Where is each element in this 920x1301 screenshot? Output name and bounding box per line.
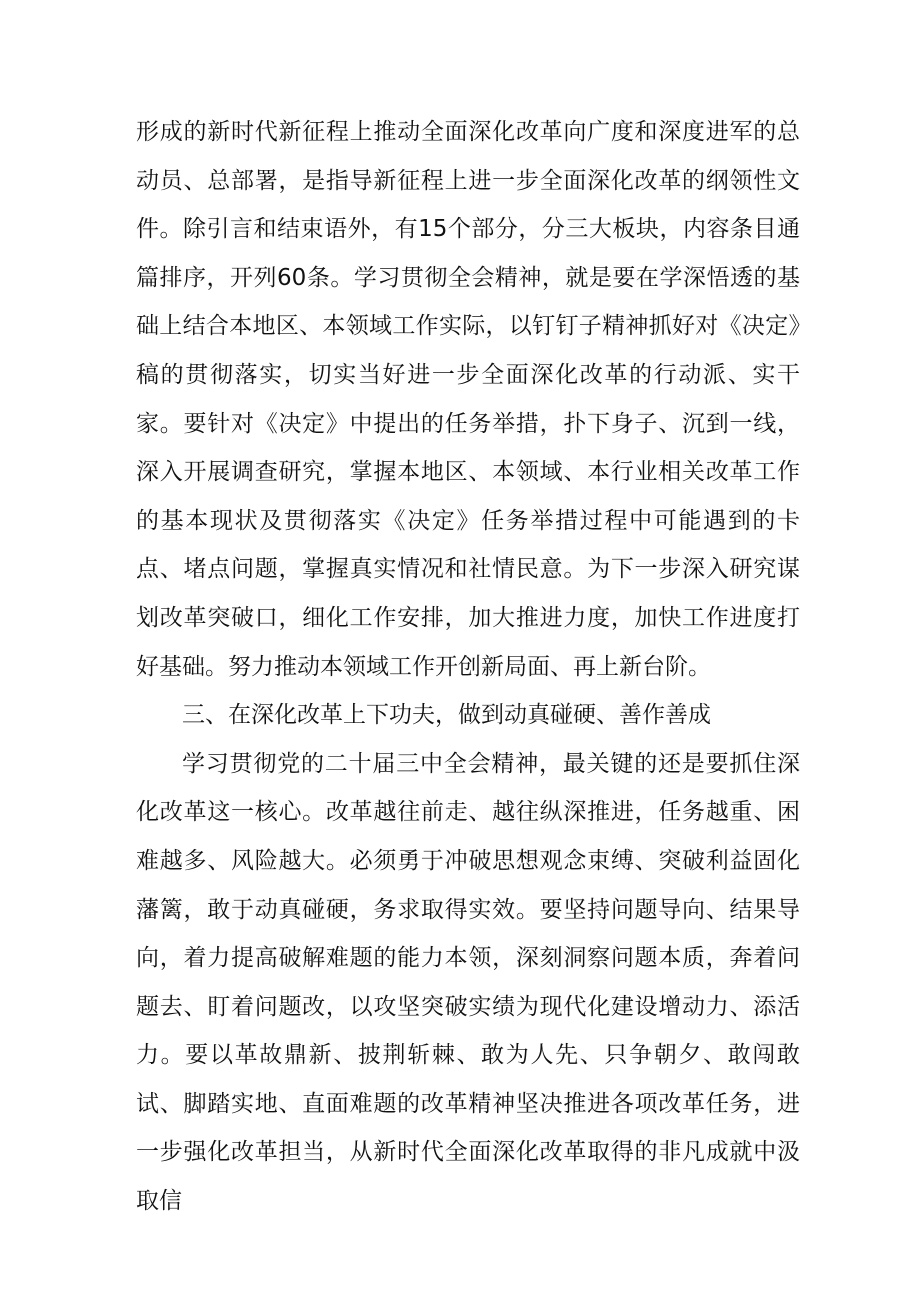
document-page (136, 108, 800, 1226)
body-paragraph-continuation: 形成的新时代新征程上推动全面深化改革向广度和深度进军的总动员、总部署，是指导新征程上进一步全面深化改革的纲领性文件。除引言和结束语外，有15个部分，分三大板块，内容条目通篇排序，开列60条。学习贯彻全会精神，就是要在学深悟透的基础上结合本地区、本领域工作实际，以钉钉子精神抓好对《决定》稿的贯彻落实，切实当好进一步全面深化改革的行动派、实干家。要针对《决定》中提出的任务举措，扑下身子、沉到一线，深入开展调查研究，掌握本地区、本领域、本行业相关改革工作的基本现状及贯彻落实《决定》任务举措过程中可能遇到的卡点、堵点问题，掌握真实情况和社情民意。为下一步深入研究谋划改革突破口，细化工作安排，加大推进力度，加快工作进度打好基础。努力推动本领域工作开创新局面、再上新台阶。 (136, 119, 800, 680)
section-heading-three: 三、在深化改革上下功夫，做到动真碰硬、善作善成 (182, 702, 711, 729)
body-paragraph: 学习贯彻党的二十届三中全会精神，最关键的还是要抓住深化改革这一核心。改革越往前走、越往纵深推进，任务越重、困难越多、风险越大。必须勇于冲破思想观念束缚、突破利益固化藩篱，敢于动真碰硬，务求取得实效。要坚持问题导向、结果导向，着力提高破解难题的能力本领，深刻洞察问题本质，奔着问题去、盯着问题改，以攻坚突破实绩为现代化建设增动力、添活力。要以革故鼎新、披荆斩棘、敢为人先、只争朝夕、敢闯敢试、脚踏实地、直面难题的改革精神坚决推进各项改革任务，进一步强化改革担当，从新时代全面深化改革取得的非凡成就中汲取信 (136, 750, 800, 1215)
